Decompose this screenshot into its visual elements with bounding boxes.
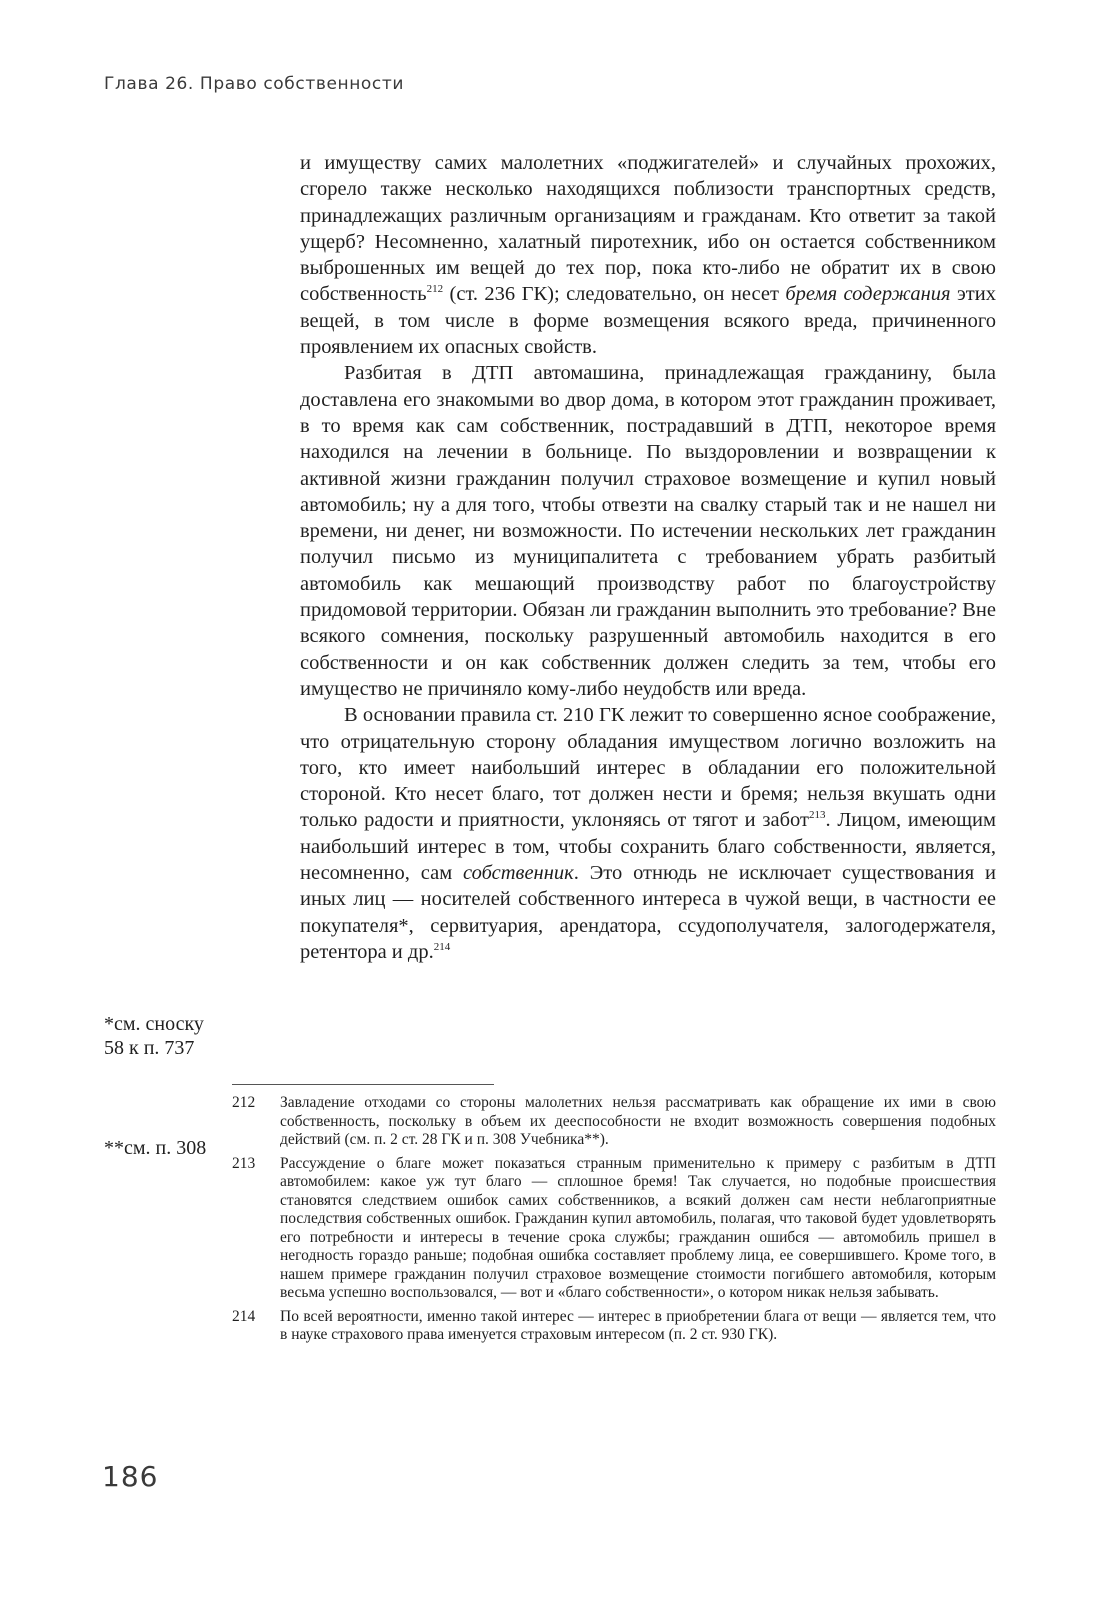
footnote-text: Рассуждение о благе может показаться странным применительно к примеру с разбитым в ДТП автомобилем: какое уж тут благо — сплошное бремя! Так случается, но подобные происшествия становятся следствием ошибок самих собственников, а всякий должен сам нести неблагоприятные последствия собственных ошибок. Гражданин купил автомобиль, полагая, что таковой будет удовлетворять его потребности и интересы в течение срока службы; гражданин ошибся — автомобиль пришел в негодность гораздо раньше; подобная ошибка составляет проблему лица, ее совершившего. Кроме того, в нашем примере гражданин получил страховое возмещение стоимости погибшего автомобиля, которым весьма успешно воспользовался, — вот и «благо собственности», о котором никак нельзя забывать. <box>280 1154 996 1301</box>
footnote-text: Завладение отходами со стороны малолетних нельзя рассматривать как обращение их ими в свою собственность, поскольку в объем их дееспособности не входит возможность совершения подобных действий (см. п. 2 ст. 28 ГК и п. 308 Учебника**). <box>280 1094 996 1148</box>
footnote-number: 212 <box>232 1094 256 1111</box>
main-text <box>300 150 996 965</box>
margin-note-2: **см. п. 308 <box>104 1137 207 1159</box>
page-number: 186 <box>102 1460 159 1493</box>
footnotes <box>232 1094 996 1350</box>
paragraph-3: В основании правила ст. 210 ГК лежит то совершенно ясное соображение, что отрицательную сторону обладания имуществом логично возложить на того, кто имеет наибольший интерес в обладании его положительной стороной. Кто несет благо, тот должен нести и бремя; нельзя вкушать одни только радости и приятности, уклоняясь от тягот и забот$^{213}$. Лицом, имеющим наибольший интерес в том, чтобы сохранить благо собственности, является, несомненно, сам собственник. Это отнюдь не исключает существования и иных лиц — носителей собственного интереса в чужой вещи, в частности ее покупателя*, сервитуария, арендатора, ссудополучателя, залогодержателя, ретентора и др.$^{214}$ <box>300 704 996 963</box>
footnote-number: 214 <box>232 1307 256 1325</box>
footnote-text: По всей вероятности, именно такой интерес — интерес в приобретении блага от вещи — является тем, что в науке страхового права именуется страховым интересом (п. 2 ст. 930 ГК). <box>280 1307 996 1343</box>
emphasis-term: собственник <box>463 862 574 885</box>
running-header: Глава 26. Право собственности <box>104 74 405 94</box>
paragraph-2: Разбитая в ДТП автомашина, принадлежащая гражданину, была доставлена его знакомыми во двор дома, в котором этот гражданин проживает, в то время как сам собственник, пострадавший в ДТП, некоторое время находился на лечении в больнице. По выздоровлении и возвращении к активной жизни гражданин получил страховое возмещение и купил новый автомобиль; ну а для того, чтобы отвезти на свалку старый так и не нашел ни времени, ни денег, ни возможности. По истечении нескольких лет гражданин получил письмо из муниципалитета с требованием убрать разбитый автомобиль как мешающий производству работ по благоустройству придомовой территории. Обязан ли гражданин выполнить это требование? Вне всякого сомнения, поскольку разрушенный автомобиль находится в его собственности и он как собственник должен следить за тем, чтобы его имущество не причиняло кому-либо неудобств или вреда. <box>300 362 996 700</box>
footnote-ref-212[interactable]: 212 <box>426 283 444 296</box>
footnote-214 <box>232 1308 996 1345</box>
footnote-212 <box>232 1094 996 1150</box>
footnote-213 <box>232 1155 996 1303</box>
paragraph-1: и имуществу самих малолетних «поджигателей» и случайных прохожих, сгорело также несколько находящихся поблизости транспортных средств, принадлежащих различным организациям и гражданам. Кто ответит за такой ущерб? Несомненно, халатный пиротехник, ибо он остается собственником выброшенных им вещей до тех пор, пока кто-либо не обратит их в свою собственность$^{212}$ (ст. 236 ГК); следовательно, он несет бремя содержания этих вещей, в том числе в форме возмещения всякого вреда, причиненного проявлением их опасных свойств. <box>300 152 996 359</box>
margin-note-1: *см. сноску 58 к п. 737 <box>104 1013 204 1059</box>
footnote-divider <box>232 1084 494 1085</box>
footnote-ref-214[interactable]: 214 <box>433 940 451 953</box>
footnote-ref-213[interactable]: 213 <box>808 809 826 822</box>
emphasis-term: бремя содержания <box>785 283 951 306</box>
footnote-number: 213 <box>232 1154 256 1172</box>
